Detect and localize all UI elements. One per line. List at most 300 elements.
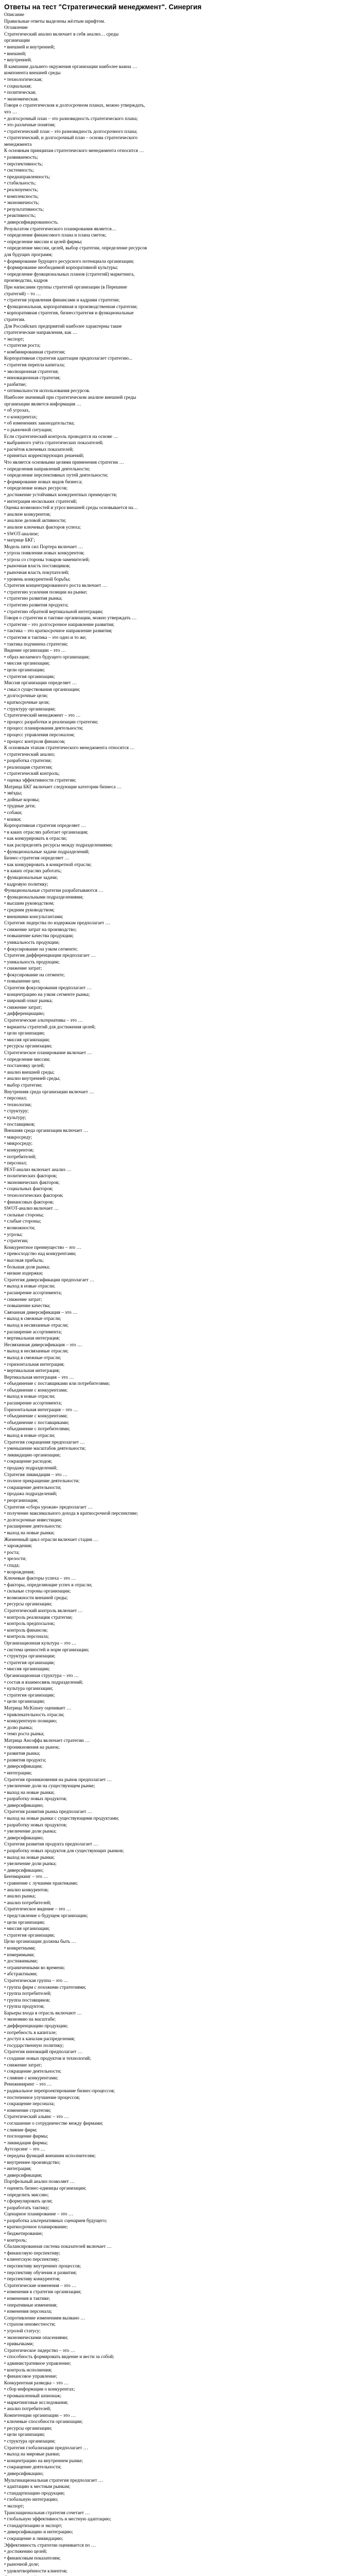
text-line: Стратегическое планирование включает … [4,1050,92,1056]
answer-option: • достижению целей; [4,2549,47,2555]
answer-option: • структура организации; [4,1654,56,1659]
text-line: Стратегический контроль включает … [4,1608,83,1614]
answer-option: • функциональные задачи; [4,875,58,880]
answer-option: • процесс планирования деятельности; [4,726,83,732]
answer-option: • определения направлений деятельности; [4,466,90,472]
answer-option: • собаки; [4,810,23,816]
answer-option: • изменение стратегии; [4,2108,51,2113]
text-line: Модель пяти сил Портера включает … [4,544,83,550]
text-line: Стратегические альтернативы – это … [4,1018,83,1024]
answer-option: • анализе ключевых факторов успеха; [4,524,81,530]
answer-option: • объединение с конкурентами; [4,1387,68,1393]
answer-option: • угрозой статусу; [4,2328,41,2334]
answer-option: • стратегию обратной вертикальной интеграции; [4,609,104,615]
text-line: Корпоративная стратегия адаптации предполагает стратегию... [4,356,132,362]
answer-option: • рыночная власть покупателей; [4,570,70,576]
answer-option: • потребителей; [4,1154,37,1160]
answer-option: • процесс контроля финансов; [4,739,65,744]
answer-option: • снижение затрат на производство; [4,927,77,933]
text-line: Матрица БКГ включает следующие категории бизнеса … [4,784,122,790]
answer-option: • реализация стратегии; [4,765,53,770]
answer-option: • доступ к каналам распределения; [4,2037,75,2042]
answer-option: • сильные стороны; [4,1212,44,1218]
text-line: Ключевые факторы успеха – это … [4,1576,76,1582]
answer-option: • получение максимального дохода в краткосрочной перспективе; [4,1511,138,1517]
text-line: производства, кадров [4,278,48,284]
answer-option: • определение миссии и целей фирмы; [4,239,82,245]
answer-option: • сбор информации о конкурентах; [4,2387,75,2393]
text-line: Вертикальная интеграция – это … [4,1375,74,1380]
answer-option: • кадровую политику; [4,882,48,887]
answer-option: • увеличение доли на существующем рынке; [4,1784,95,1789]
text-line: Конкурентное преимущество – это … [4,1245,81,1250]
answer-option: • о рыночной ситуации; [4,428,53,433]
text-line: Миссия организации определяет … [4,681,77,686]
text-line: Организационная структура – это … [4,1673,79,1679]
answer-option: • сокращение деятельности; [4,2069,62,2075]
answer-option: • высшим руководством; [4,901,55,907]
answer-option: • выход на новые рынки с существующими продуктами; [4,1816,119,1822]
answer-option: • анализ внутренней среды; [4,1076,61,1082]
text-line: компонента внешней среды [4,71,61,76]
answer-option: • реорганизация; [4,1498,39,1503]
answer-option: • ресурсы организации; [4,1602,53,1607]
answer-option: • стратегия управления финансами и кадрами стратегии; [4,298,120,303]
text-line: Стратегия инноваций предполагает … [4,2049,82,2055]
answer-option: • цели организации; [4,667,45,673]
text-line: Стратегия фокусирования предполагает … [4,986,92,991]
answer-option: • это различные понятия; [4,123,56,128]
answer-option: • выбор стратегии; [4,1082,42,1088]
answer-option: • инновационная стратегия; [4,376,61,381]
answer-option: • развития рынка; [4,1751,40,1757]
answer-option: • диверсификацию и интеграцию; [4,2530,73,2535]
answer-option: • разработку новых продуктов для существующих рынков; [4,1849,124,1854]
answer-option: • темп роста рынка; [4,1732,45,1737]
answer-option: • миссия организации; [4,1037,50,1043]
text-line: Описание [4,12,25,18]
answer-option: • эволюционная стратегия; [4,369,59,375]
answer-option: • изменения в стратегии организации; [4,2290,82,2295]
text-line: SWOT-анализ включает … [4,1206,59,1212]
answer-option: • стратегия организации; [4,1660,55,1666]
answer-option: • политическая; [4,90,37,96]
text-line: Стратегическое видение – это … [4,1907,71,1912]
answer-option: • внутренней. [4,58,32,63]
answer-option: • стратегия организации; [4,674,55,680]
answer-option: • снижение затрат; [4,966,42,972]
answer-option: • повышение качества продукции; [4,934,74,939]
answer-option: • выход на мировые рынки; [4,2452,60,2458]
answer-option: • уменьшение масштабов деятельности; [4,1446,86,1452]
answer-option: • комбинированная стратегия; [4,349,65,355]
answer-option: • экономических факторов; [4,1180,60,1185]
answer-option: • диверсификации; [4,1764,43,1770]
answer-option: • персонал; [4,1096,27,1101]
text-line: Эффективность стратегии оценивается по … [4,2543,96,2548]
text-line: Транснациональная стратегия сочетает … [4,2510,90,2516]
answer-option: • расширение ассортимента; [4,1401,62,1406]
answer-option: • долгосрочные цели; [4,693,48,699]
answer-option: • способность формировать видение и вести за собой; [4,2354,114,2360]
text-line: Стратегия дифференциации предполагает … [4,953,96,959]
answer-option: • ликвидацию организации; [4,1452,61,1458]
text-line: Реинжиниринг – это … [4,2082,52,2088]
answer-option: • представление о будущем организации; [4,1913,88,1919]
text-line: Стратегия сокращения предполагает … [4,1439,85,1445]
answer-option: • спада; [4,1563,20,1568]
text-line: Мультинациональная стратегия предполагает … [4,2478,104,2483]
answer-option: • выход в новые отрасли; [4,1394,56,1400]
answer-option: • конкурентную позицию; [4,1719,57,1724]
answer-option: • тактика – это краткосрочное направление развития; [4,629,112,634]
answer-option: • реактивность; [4,213,36,219]
answer-option: • сокращение деятельности; [4,2465,62,2470]
answer-option: • комплексность; [4,194,39,199]
answer-option: • оптимальности использования ресурсов. [4,388,90,394]
text-line: стратегии. [4,317,26,323]
answer-option: • миссия организации; [4,1667,50,1672]
answer-option: • конкурентов; [4,1147,34,1153]
text-line: Стратегия проникновения на рынок предполагает … [4,1777,112,1783]
answer-option: • социальная; [4,83,32,89]
answer-option: • внешней; [4,51,26,57]
answer-option: • выход в новые отрасли; [4,1433,56,1439]
answer-option: • увеличение доли рынка; [4,1861,57,1867]
answer-option: • вертикальная интеграция; [4,1368,60,1374]
answer-option: • SWOT-анализе; [4,531,39,537]
answer-option: • долгосрочные инвестиции; [4,1517,62,1523]
answer-option: • развиваемость; [4,155,38,161]
text-line: Корпоративная стратегия определяет … [4,823,86,829]
answer-option: • факторы, определяющие успех в отрасли; [4,1582,93,1588]
text-line: Если стратегический контроль проводится на основе … [4,434,118,439]
answer-option: • продажу подразделений; [4,1466,58,1471]
answer-option: • об изменениях законодательства; [4,421,75,427]
answer-option: • стратегический контроль; [4,771,60,777]
answer-option: • административное управление; [4,2361,71,2366]
answer-option: • разработка стратегии; [4,758,52,764]
answer-option: • финансовую перспективу; [4,2250,61,2256]
answer-option: • расширение ассортимента; [4,1329,62,1335]
text-line: Бенчмаркинг – это … [4,1874,48,1880]
answer-option: • увеличение доли рынка; [4,1829,57,1835]
answer-option: • функциональная, корпоративная и производственная стратегии; [4,304,138,310]
answer-option: • продажа подразделений; [4,1492,57,1497]
text-line: Бизнес-стратегия определяет … [4,856,70,861]
answer-option: • система ценностей и норм организации; [4,1647,89,1653]
text-line: Связанная диверсификация – это … [4,1310,78,1315]
answer-option: • преднаправленность; [4,174,50,180]
text-line: Сбалансированная система показателей включает … [4,2244,112,2250]
answer-option: • сильные стороны организации; [4,1589,71,1595]
answer-option: • дифференциацию; [4,1011,45,1017]
answer-option: • повышение качества; [4,1303,50,1309]
answer-option: • диверсификацию; [4,1868,44,1873]
answer-option: • средним руководством; [4,907,55,913]
answer-option: • краткосрочные цели; [4,700,50,705]
answer-option: • проникновения на рынок; [4,1744,60,1750]
answer-option: • стратегия и тактика – это одно и то же; [4,635,87,640]
answer-option: • культура организации; [4,1686,53,1692]
text-line: Стратегия ликвидации – это … [4,1472,68,1478]
answer-option: • определить миссию; [4,2192,49,2198]
answer-option: • стратегия роста; [4,343,41,349]
answer-option: • уровень конкурентной борьбы; [4,577,71,582]
text-line: Компетенции организации – это … [4,2413,76,2418]
answer-option: • сокращение и ликвидацию; [4,2536,63,2541]
answer-option: • полное прекращение деятельности; [4,1479,80,1484]
text-line: При написании группы стратегий организации (в Перешние [4,284,127,290]
text-line: В кампании дальнего окружения организации наиболее важна … [4,64,137,70]
answer-option: • возможности; [4,1226,36,1231]
answer-option: • рыночная власть поставщиков; [4,564,71,569]
answer-option: • привычками; [4,2342,34,2347]
answer-option: • как распределять ресурсы между подразделениями; [4,843,113,848]
answer-option: • экономию на масштабе; [4,2017,56,2023]
answer-option: • клиентскую перспективу; [4,2257,60,2263]
answer-option: • достижение устойчивых конкурентных преимуществ; [4,492,117,498]
answer-option: • в каких отраслях работает организация; [4,829,89,835]
answer-option: • изменения персонала; [4,2309,52,2315]
text-line: Несвязанная диверсификация – это … [4,1342,82,1348]
document-body [4,12,357,2576]
answer-option: • определение функциональных планов (стратегий) маркетинга, [4,272,135,277]
answer-option: • миссия организации; [4,661,50,667]
answer-option: • развития продукта; [4,1757,46,1763]
answer-option: • экспорт; [4,2504,24,2509]
answer-option: • реализуемость; [4,188,39,193]
answer-option: • снижение затрат; [4,2062,42,2068]
answer-option: • образ желаемого будущего организации; [4,654,90,660]
answer-option: • перспективу конкурентов; [4,2277,61,2282]
answer-option: • поставщиков; [4,1122,36,1127]
answer-option: • стандартизацию и экспорт; [4,2523,62,2529]
answer-option: • диверсификация; [4,2173,42,2178]
answer-option: • стратегия – это долгосрочное направление развития; [4,622,115,628]
answer-option: • микросреду; [4,1141,33,1147]
answer-option: • возможности внешней среды; [4,1595,68,1601]
answer-option: • стратегия перепла капитала; [4,363,65,368]
answer-option: • концентрацию на узком сегменте рынка; [4,992,90,997]
text-line: Внутренняя среда организации включает … [4,1089,94,1095]
document-title: Ответы на тест "Стратегический менеджмент". Синергия [4,3,202,11]
answer-option: • финансовым показателям; [4,2555,61,2561]
answer-option: • уникальность продукции; [4,959,60,965]
answer-option: • промышленный шпионаж; [4,2393,62,2399]
answer-option: • постановку целей; [4,1063,45,1069]
answer-option: • высокая прибыль; [4,1258,44,1263]
answer-option: • долю рынка; [4,1725,33,1731]
text-line: Правильные ответы выделены жёлтым шрифтом. [4,19,106,24]
text-line: Оценка возможностей и угроз внешней среды основывается на… [4,505,138,511]
answer-option: • перспективу обучения и развития; [4,2270,77,2276]
answer-option: • формирование новых видов бизнеса; [4,479,83,485]
answer-option: • процесс управления персоналом; [4,732,75,738]
answer-option: • слабые стороны; [4,1219,41,1225]
answer-option: • контроль финансов; [4,1628,48,1633]
text-line: Для Российских предприятий наиболее характерны такие [4,324,122,329]
answer-option: • слияние с конкурентами; [4,2075,58,2081]
answer-option: • диверсификацию; [4,2471,44,2477]
answer-option: • контроль; [4,2238,27,2243]
answer-option: • выход на новые рынки; [4,1855,55,1860]
answer-option: • низкие издержки; [4,1271,43,1277]
answer-option: • стратегия организации; [4,1692,55,1698]
answer-option: • стратегию усиления позиции на рынке; [4,589,88,595]
text-line: стратегические направления, как … [4,330,78,336]
text-line: Стратегия лидерства по издержкам предполагает … [4,921,110,926]
answer-option: • объединение с поставщиками или потребителями; [4,1381,110,1387]
answer-option: • анализ конкурентов; [4,1887,49,1893]
answer-option: • экономическая. [4,96,39,102]
text-line: Стратегия глобализации предполагает … [4,2445,88,2451]
answer-option: • объединение с потребителями; [4,1427,70,1432]
answer-option: • адаптацию к местным рынкам; [4,2484,71,2490]
answer-option: • выбранного учёта стратегических показателей; [4,440,104,446]
answer-option: • определение финансового плана и плана сметок; [4,233,107,239]
answer-option: • технологическая; [4,77,43,82]
text-line: Стратегическая группа – это … [4,1978,68,1984]
answer-option: • структуру; [4,1109,29,1114]
text-line: Стратегические изменения – это … [4,2283,77,2289]
answer-option: • удовлетворённости клиентов; [4,2568,67,2574]
answer-option: • экспорт; [4,336,24,342]
answer-option: • стратегический, и долгосрочный план – основа стратегического [4,135,137,141]
answer-option: • анализе конкурентов; [4,512,51,517]
answer-option: • слияние фирм; [4,2127,37,2133]
answer-option: • расширение ассортимента; [4,1290,62,1296]
answer-option: • зарождения; [4,1544,32,1549]
text-line: Результатом стратегического планирования является… [4,226,116,232]
answer-option: • фокусирование на сегменте; [4,972,65,978]
text-line: Матрица Ансоффа включает стратегии … [4,1738,90,1743]
answer-option: • постепенное улучшение процессов; [4,2095,80,2100]
answer-option: • контроль предпосылок; [4,1621,55,1627]
answer-option: • внешними консультантами; [4,914,63,920]
answer-option: • разбитие; [4,382,27,387]
answer-option: • горизонтальная интеграция; [4,1362,65,1367]
answer-option: • выход в новые отрасли; [4,1284,56,1290]
text-line: Наиболее значимый при стратегическом анализе внешней среды [4,395,136,401]
answer-option: • тактика подчинена стратегии; [4,641,68,647]
answer-option: • выход на новые рынки; [4,1530,55,1536]
answer-option: • угроза со стороны товаров-заменителей; [4,557,90,563]
answer-option: • разработку новых продуктов; [4,1797,67,1802]
answer-option: • об угрозах, [4,408,30,414]
answer-option: • культуру; [4,1115,26,1121]
answer-option: • потребность в капитале; [4,2030,57,2036]
answer-option: • структуру организации; [4,706,56,712]
text-line: Говоря о стратегическом и долгосрочном планах, можно утверждать, [4,103,145,109]
answer-option: • стратегический анализ; [4,752,55,757]
answer-option: • группа продуктов; [4,2004,45,2010]
answer-option: • результативность; [4,207,44,212]
answer-option: • стратегия организации; [4,1933,55,1938]
answer-option: • ресурсы организации; [4,2426,53,2431]
answer-option: • расширение деятельности; [4,1524,62,1530]
answer-option: • состав и взаимосвязь подразделений; [4,1680,83,1685]
answer-option: • цели организации; [4,2432,45,2438]
answer-option: • стратегию развития рынка; [4,596,63,602]
answer-option: • анализ внешней среды; [4,1070,55,1075]
answer-option: • функциональные задачи подразделений; [4,849,90,855]
text-line: Жизненный цикл отрасли включает стадии … [4,1537,98,1543]
answer-option: • широкий охват рынка; [4,998,53,1004]
text-line: Аутсорсинг – это … [4,2147,45,2153]
text-line: Стратегия развития рынка предполагает … [4,1809,92,1815]
answer-option: • рыночной доле; [4,2562,40,2568]
answer-option: • как конкурировать в конкретной отрасли; [4,862,92,868]
answer-option: • снижение затрат; [4,1297,42,1302]
answer-option: • цели организации; [4,1699,45,1705]
answer-option: • корпоративная стратегия, бизнесстратегия и функциональные [4,311,134,316]
answer-option: • измеримыми; [4,1952,35,1958]
answer-option: • ограниченными во времени; [4,1965,65,1971]
answer-option: • оценка эффективности стратегии; [4,778,76,784]
answer-option: • группа потребителей; [4,1991,51,1997]
answer-option: • разработка альтернативных сценариев будущего; [4,2218,107,2224]
answer-option: • процесс разработки и реализации стратегии; [4,719,98,725]
answer-option: • роста; [4,1550,20,1555]
text-line: PEST-анализ включает анализ … [4,1167,72,1173]
text-line: Конкурентная разведка – это … [4,2380,69,2386]
text-line: Стратегический анализ включает в себя анализ… среды [4,31,119,37]
answer-option: • принятых корректирующих решений; [4,453,84,459]
answer-option: • дифференциацию продукции; [4,2024,68,2029]
answer-option: • объединение с поставщиками; [4,1420,69,1426]
answer-option: • оценить бизнес-единицы организации; [4,2185,87,2191]
answer-option: • интеграция; [4,2166,32,2172]
answer-option: • уникальность продукции; [4,940,60,945]
answer-option: • абстрактными; [4,1972,38,1977]
answer-option: • звёзды; [4,791,22,796]
answer-option: • определение миссии, целей, выбор стратегии, определение ресурсов [4,246,147,251]
answer-option: • функциональными подразделениями; [4,894,84,900]
answer-option: • контроль исполнения; [4,2367,52,2373]
answer-option: • изменения в тактике; [4,2296,50,2301]
answer-option: • цели организации; [4,1031,45,1037]
answer-option: • системность; [4,168,34,174]
answer-option: • расчётов ключевых показателей; [4,447,74,452]
answer-option: • трудные дети; [4,804,36,809]
answer-option: • финансовое управление; [4,2374,58,2380]
answer-option: • формирование будущего ресурсного потенциала организации; [4,259,134,264]
answer-option: • анализ потребителей; [4,2406,51,2412]
answer-option: • технологических факторов; [4,1193,63,1199]
answer-option: • глобальную интеграцию; [4,2497,59,2503]
text-line: Функциональные стратегии разрабатываются … [4,888,104,894]
answer-option: • превосходство над конкурентами; [4,1251,76,1257]
answer-option: • ресурсы организации; [4,1044,53,1049]
answer-option: • концентрацию на внутреннем рынке; [4,2458,83,2464]
text-line: К основным этапам стратегического менеджмента относятся … [4,745,135,751]
answer-option: • угроза появления новых конкурентов; [4,551,85,556]
answer-option: • интеграция нескольких стратегий; [4,499,77,504]
text-line: Внешняя среда организации включает … [4,1128,89,1134]
text-line: Портфельный анализ позволяет … [4,2179,75,2185]
answer-option: • вертикальная интеграция; [4,1336,60,1342]
text-line: Видение организации – это … [4,648,66,654]
text-line: Стратегическое лидерство – это … [4,2348,75,2353]
answer-option: • как конкурировать в отрасли; [4,836,67,842]
answer-option: • дойные коровы; [4,797,40,803]
text-line: Стратегия «сбора урожая» предполагает … [4,1504,93,1510]
text-line: Горизонтальная интеграция – это … [4,1407,78,1413]
text-line: организации является информация … [4,401,81,407]
answer-option: • соглашение о сотрудничестве между фирмами; [4,2121,104,2126]
answer-option: • экономичность; [4,200,40,206]
